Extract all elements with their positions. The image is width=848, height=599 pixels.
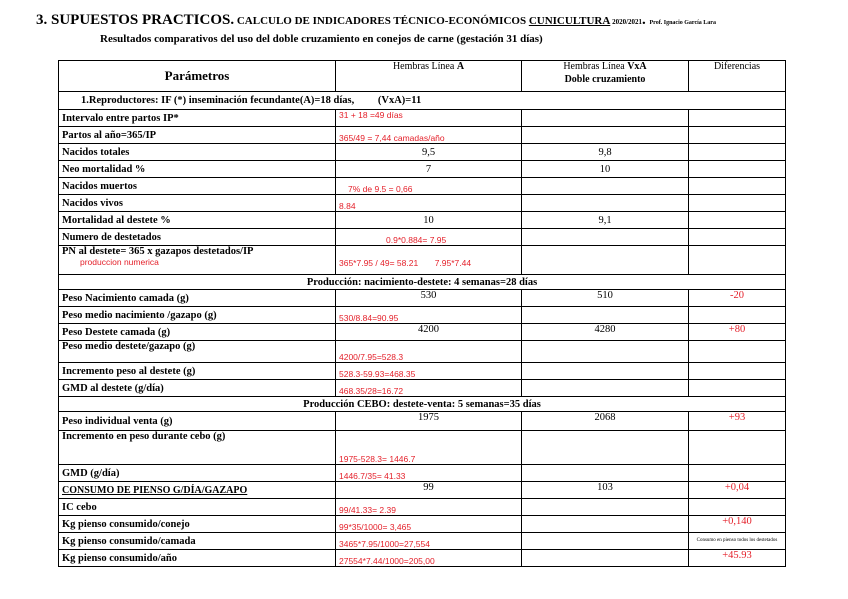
row-label: CONSUMO DE PIENSO G/DÍA/GAZAPO [59,482,336,499]
table-row [59,431,786,465]
row-label: Neo mortalidad % [59,161,336,178]
cell-a: 9,5 [336,144,522,161]
row-label: Nacidos totales [59,144,336,161]
cell-a: 1975-528.3= 1446.7 [336,431,522,465]
row-label: IC cebo [59,499,336,516]
title-calc: CALCULO DE INDICADORES TÉCNICO-ECONÓMICOS [234,15,529,27]
row-label: Kg pienso consumido/año [59,550,336,567]
table-row [59,516,786,533]
cell-a: 99*35/1000= 3,465 [336,516,522,533]
section-cebo: Producción CEBO: destete-venta: 5 semanas=35 días [59,397,786,412]
row-label: Intervalo entre partos IP* [59,110,336,127]
cell-vxa: 103 [522,482,689,499]
title-prof: Prof. Ignacio García Lara [649,20,716,26]
row-label: Kg pienso consumido/conejo [59,516,336,533]
cell-a: 0.9*0.884= 7.95 [336,229,522,246]
row-label: Nacidos muertos [59,178,336,195]
table-row [59,465,786,482]
row-label: Kg pienso consumido/camada [59,533,336,550]
cell-diff: +80 [689,324,786,341]
table-row [59,110,786,127]
cell-a: 10 [336,212,522,229]
cell-a: 7 [336,161,522,178]
cell-a: 1975 [336,412,522,431]
section-row [59,92,786,110]
row-note: produccion numerica [80,257,159,267]
table-row [59,341,786,363]
cell-a: 4200 [336,324,522,341]
cell-a: 530 [336,290,522,307]
document-title [36,12,716,29]
row-label: Peso Destete camada (g) [59,324,336,341]
cell-a: 530/8.84=90.95 [336,307,522,324]
results-table [58,60,786,567]
row-label: GMD al destete (g/día) [59,380,336,397]
header-parametros: Parámetros [59,61,336,92]
row-label: Nacidos vivos [59,195,336,212]
row-label: Mortalidad al destete % [59,212,336,229]
row-label: Peso medio nacimiento /gazapo (g) [59,307,336,324]
table-row [59,482,786,499]
table-row [59,212,786,229]
row-label: Incremento peso al destete (g) [59,363,336,380]
cell-a: 8.84 [336,195,522,212]
cell-a: 31 + 18 =49 días [336,110,522,127]
cell-a: 365*7.95 / 49= 58.21 7.95*7.44 [336,246,522,275]
cell-vxa: 10 [522,161,689,178]
cell-a: 1446.7/35= 41.33 [336,465,522,482]
title-main: 3. SUPUESTOS PRACTICOS. [36,12,235,28]
cell-a: 7% de 9.5 = 0,66 [336,178,522,195]
table-row [59,499,786,516]
table-row [59,290,786,307]
header-linea-a: Hembras Línea A [336,61,522,92]
cell-vxa: 4280 [522,324,689,341]
table-row [59,161,786,178]
cell-diff: +93 [689,412,786,431]
section-produccion: Producción: nacimiento-destete: 4 semanas=28 días [59,275,786,290]
row-label: Partos al año=365/IP [59,127,336,144]
cell-vxa: 510 [522,290,689,307]
table-row [59,363,786,380]
cell-a: 4200/7.95=528.3 [336,341,522,363]
row-label: Peso Nacimiento camada (g) [59,290,336,307]
table-row [59,246,786,275]
header-linea-vxa: Hembras Línea VxA Doble cruzamiento [522,61,689,92]
cell-a: 99 [336,482,522,499]
section-row [59,275,786,290]
row-label: Peso individual venta (g) [59,412,336,431]
table-row [59,550,786,567]
cell-diff: +0,140 [689,516,786,533]
row-label: GMD (g/día) [59,465,336,482]
title-cunicultura: CUNICULTURA [528,15,611,27]
cell-a: 528.3-59.93=468.35 [336,363,522,380]
title-year: 2020/2021 [610,18,643,26]
row-label: Incremento en peso durante cebo (g) [59,431,336,465]
table-row [59,380,786,397]
cell-a: 27554*7.44/1000=205,00 [336,550,522,567]
table-row [59,178,786,195]
header-diferencias: Diferencias [689,61,786,92]
row-label: Peso medio destete/gazapo (g) [59,341,336,363]
table-row [59,195,786,212]
row-label: Numero de destetados [59,229,336,246]
table-row [59,127,786,144]
table-row [59,229,786,246]
cell-vxa: 9,1 [522,212,689,229]
table-row [59,533,786,550]
cell-a: 468.35/28=16.72 [336,380,522,397]
cell-diff: -20 [689,290,786,307]
cell-diff: +0,04 [689,482,786,499]
table-row [59,324,786,341]
cell-vxa: 9,8 [522,144,689,161]
cell-a: 365/49 = 7,44 camadas/año [336,127,522,144]
document-subtitle: Resultados comparativos del uso del doble cruzamiento en conejos de carne (gestación 31 días) [100,33,543,45]
section-reproductores: 1.Reproductores: IF (*) inseminación fecundante(A)=18 días, (VxA)=11 [59,92,786,110]
row-label: PN al destete= 365 x gazapos destetados/IP produccion numerica [59,246,336,275]
cell-vxa: 2068 [522,412,689,431]
cell-diff: Consumo en pienso todos los destetados [689,533,786,550]
cell-a: 3465*7.95/1000=27,554 [336,533,522,550]
table-header-row [59,61,786,92]
table-row [59,412,786,431]
cell-a: 99/41.33= 2.39 [336,499,522,516]
section-row [59,397,786,412]
cell-diff: +45.93 [689,550,786,567]
title-dot: . [642,12,650,28]
table-row [59,144,786,161]
table-row [59,307,786,324]
